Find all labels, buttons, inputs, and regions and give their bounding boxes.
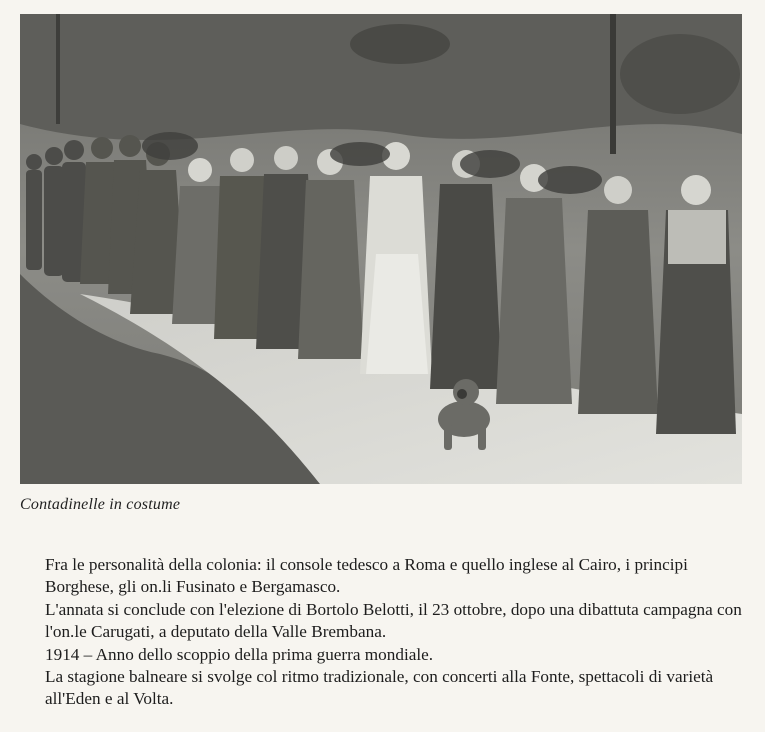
shrub — [350, 24, 450, 64]
body-text — [20, 554, 748, 711]
paragraph: L'annata si conclude con l'elezione di Bortolo Belotti, il 23 ottobre, dopo una dibattuta campagna con l'on.le Carugati, a deputato della Valle Brembana. — [45, 599, 742, 642]
paragraph: La stagione balneare si svolge col ritmo tradizionale, con concerti alla Fonte, spettacoli di varietà all'Eden e al Volta. — [45, 667, 714, 709]
photo-caption: Contadinelle in costume — [20, 496, 181, 513]
tree-trunk — [610, 14, 616, 154]
paragraph: Fra le personalità della colonia: il console tedesco a Roma e quello inglese al Cairo, i principi Borghese, gli on.li Fusinato e Bergamasco. — [45, 555, 688, 597]
tree-trunk — [56, 14, 60, 124]
photo-illustration — [20, 14, 742, 484]
historical-photo — [20, 14, 742, 484]
paragraph: 1914 – Anno dello scoppio della prima guerra mondiale. — [45, 644, 434, 664]
shrub — [620, 34, 740, 114]
